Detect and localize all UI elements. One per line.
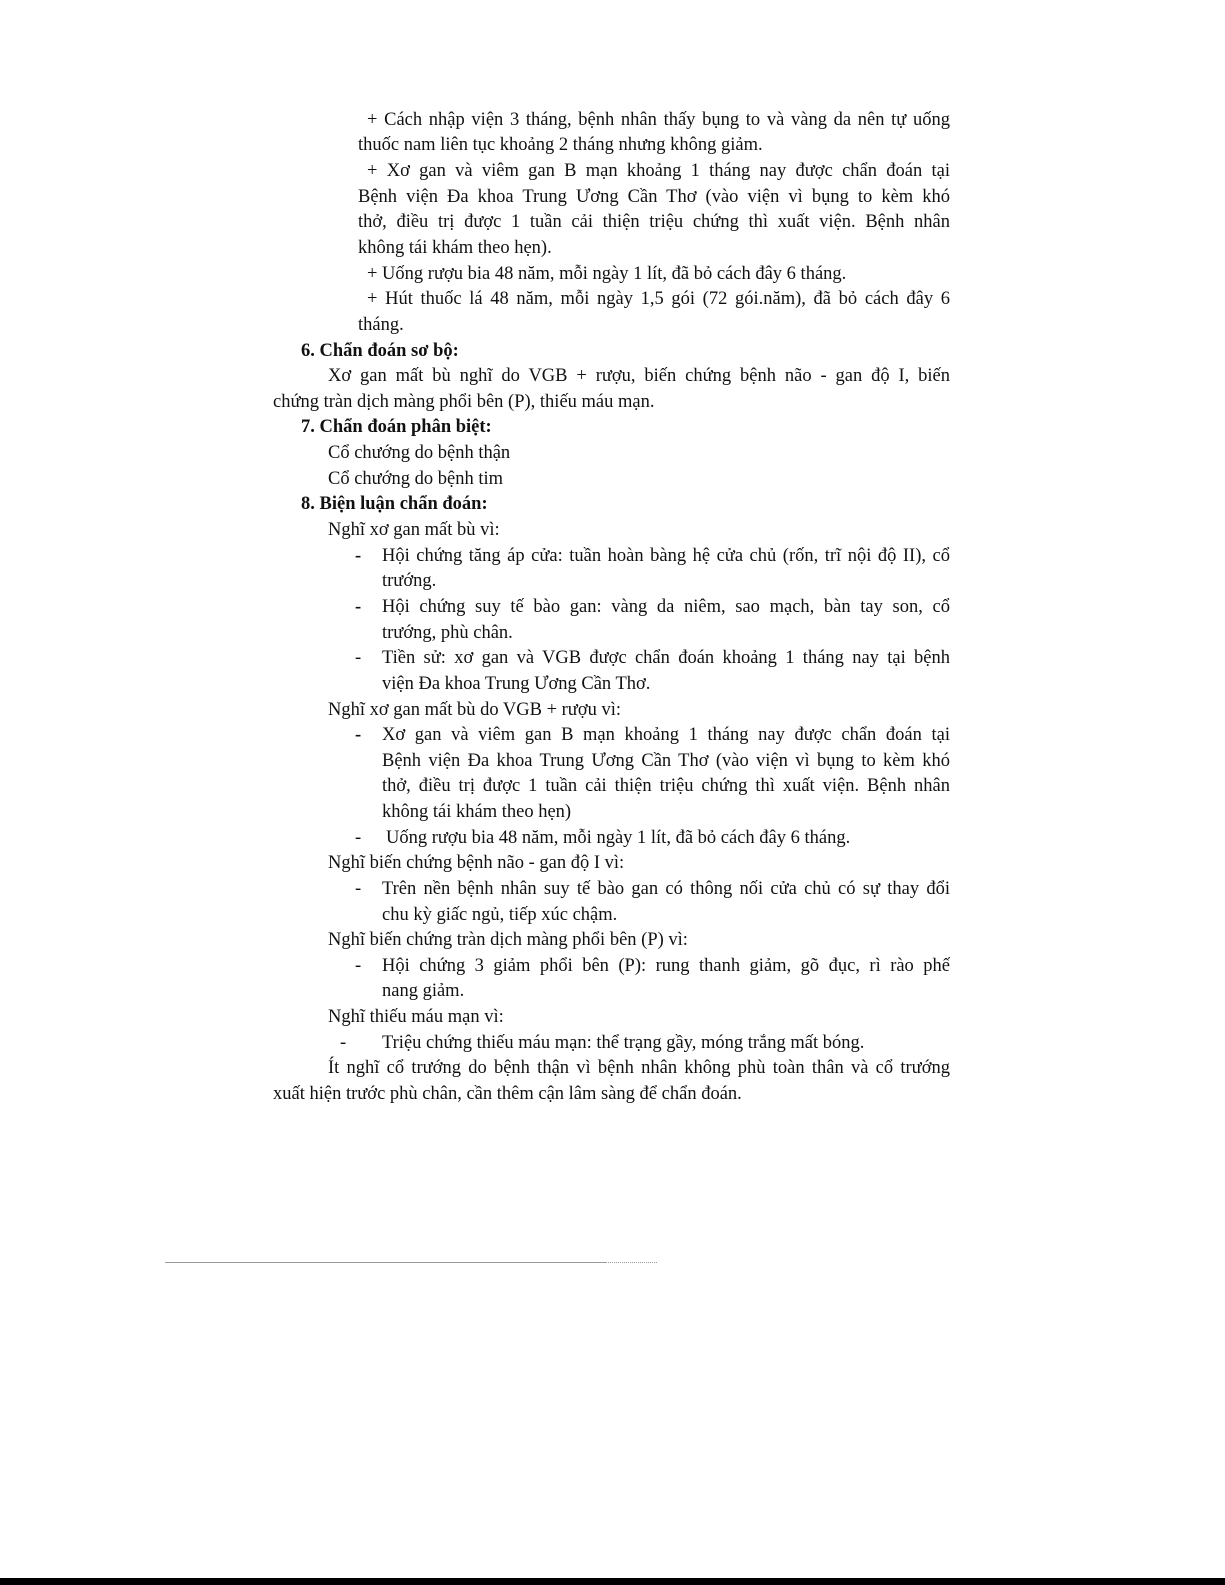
differential-item: Cổ chướng do bệnh tim [328, 469, 503, 489]
reasoning-heading: Nghĩ thiếu máu mạn vì: [328, 1007, 504, 1027]
bullet-line: không tái khám theo hẹn) [382, 802, 572, 822]
footnote-separator [165, 1262, 605, 1263]
section-heading-preliminary-diagnosis: 6. Chẩn đoán sơ bộ: [301, 341, 459, 361]
bullet-line: Triệu chứng thiếu máu mạn: thể trạng gầy, móng trắng mất bóng. [382, 1033, 865, 1053]
reasoning-heading: Nghĩ xơ gan mất bù vì: [328, 520, 500, 540]
bullet-dash: - [355, 597, 362, 617]
bullet-dash: - [355, 879, 362, 899]
bullet-dash: - [355, 956, 362, 976]
history-line: tháng. [358, 315, 404, 335]
bullet-line: Xơ gan và viêm gan B mạn khoảng 1 tháng nay được chẩn đoán tại [382, 725, 950, 745]
bullet-line: Hội chứng tăng áp cửa: tuần hoàn bàng hệ cửa chủ (rốn, trĩ nội độ II), cổ [382, 546, 950, 566]
bullet-line: Hội chứng 3 giảm phổi bên (P): rung thanh giảm, gõ đục, rì rào phế [382, 956, 950, 976]
history-line: không tái khám theo hẹn). [358, 238, 552, 258]
bullet-line: viện Đa khoa Trung Ương Cần Thơ. [382, 674, 651, 694]
bullet-line: trướng. [382, 571, 437, 591]
reasoning-heading: Nghĩ xơ gan mất bù do VGB + rượu vì: [328, 700, 622, 720]
history-line: + Cách nhập viện 3 tháng, bệnh nhân thấy bụng to và vàng da nên tự uống [367, 110, 950, 130]
history-line: thở, điều trị được 1 tuần cải thiện triệu chứng thì xuất viện. Bệnh nhân [358, 212, 950, 232]
paragraph-line: Xơ gan mất bù nghĩ do VGB + rượu, biến chứng bệnh não - gan độ I, biến [328, 366, 950, 386]
bullet-dash: - [355, 648, 362, 668]
history-line: + Xơ gan và viêm gan B mạn khoảng 1 tháng nay được chẩn đoán tại [367, 161, 950, 181]
paragraph-line: xuất hiện trước phù chân, cần thêm cận lâm sàng để chẩn đoán. [273, 1084, 742, 1104]
bullet-dash: - [355, 725, 362, 745]
history-line: + Uống rượu bia 48 năm, mỗi ngày 1 lít, đã bỏ cách đây 6 tháng. [367, 264, 847, 284]
bullet-line: thở, điều trị được 1 tuần cải thiện triệu chứng thì xuất viện. Bệnh nhân [382, 776, 950, 796]
footnote-separator-dotted [605, 1262, 657, 1263]
paragraph-line: chứng tràn dịch màng phổi bên (P), thiếu máu mạn. [273, 392, 655, 412]
reasoning-heading: Nghĩ biến chứng tràn dịch màng phổi bên (P) vì: [328, 930, 688, 950]
bullet-dash: - [355, 546, 362, 566]
section-heading-differential-diagnosis: 7. Chẩn đoán phân biệt: [301, 417, 492, 437]
bullet-line: Uống rượu bia 48 năm, mỗi ngày 1 lít, đã bỏ cách đây 6 tháng. [386, 828, 851, 848]
bullet-dash: - [355, 828, 362, 848]
differential-item: Cổ chướng do bệnh thận [328, 443, 511, 463]
bullet-line: Tiền sử: xơ gan và VGB được chẩn đoán khoảng 1 tháng nay tại bệnh [382, 648, 950, 668]
history-line: + Hút thuốc lá 48 năm, mỗi ngày 1,5 gói (72 gói.năm), đã bỏ cách đây 6 [367, 289, 950, 309]
bullet-line: Bệnh viện Đa khoa Trung Ương Cần Thơ (vào viện vì bụng to kèm khó [382, 751, 950, 771]
reasoning-heading: Nghĩ biến chứng bệnh não - gan độ I vì: [328, 853, 625, 873]
bullet-line: Hội chứng suy tế bào gan: vàng da niêm, sao mạch, bàn tay son, cổ [382, 597, 950, 617]
bullet-line: Trên nền bệnh nhân suy tế bào gan có thông nối cửa chủ có sự thay đổi [382, 879, 950, 899]
bullet-dash: - [340, 1033, 347, 1053]
section-heading-diagnostic-reasoning: 8. Biện luận chẩn đoán: [301, 494, 488, 514]
bullet-line: trướng, phù chân. [382, 623, 513, 643]
bullet-line: nang giảm. [382, 981, 465, 1001]
paragraph-line: Ít nghĩ cổ trướng do bệnh thận vì bệnh nhân không phù toàn thân và cổ trướng [328, 1058, 950, 1078]
history-line: thuốc nam liên tục khoảng 2 tháng nhưng không giảm. [358, 135, 763, 155]
history-line: Bệnh viện Đa khoa Trung Ương Cần Thơ (vào viện vì bụng to kèm khó [358, 187, 950, 207]
bullet-line: chu kỳ giấc ngủ, tiếp xúc chậm. [382, 905, 618, 925]
page-bottom-edge [0, 1578, 1225, 1585]
